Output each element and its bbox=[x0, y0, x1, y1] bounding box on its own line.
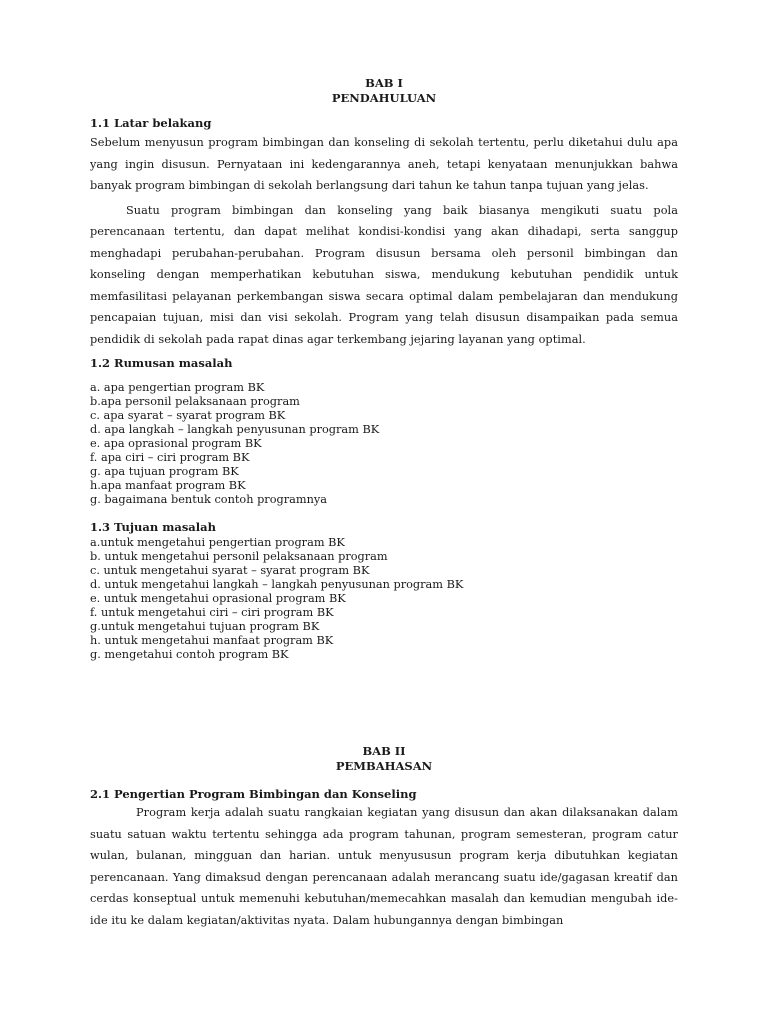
list-item: b. untuk mengetahui personil pelaksanaan program bbox=[90, 550, 388, 563]
section-heading-1-1: 1.1 Latar belakang bbox=[90, 116, 212, 130]
paragraph-text: Program kerja adalah suatu rangkaian kegiatan yang disusun dan akan dilaksanakan dalam suatu satuan waktu tertentu sehingga ada program tahunan, program semesteran, program catur wulan, bulanan, mingguan dan harian. untuk menyususun program kerja dibutuhkan kegiatan perencanaan. Yang dimaksud dengan perencanaan adalah merancang suatu ide/gagasan kreatif dan cerdas konseptual untuk memenuhi kebutuhan/memecahkan masalah dan kemudian mengubah ide-ide itu ke dalam kegiatan/aktivitas nyata. Dalam hubungannya dengan bimbingan bbox=[90, 806, 678, 927]
section-heading-1-2: 1.2 Rumusan masalah bbox=[90, 356, 233, 370]
chapter-number: BAB II bbox=[362, 744, 406, 758]
list-item: f. apa ciri – ciri program BK bbox=[90, 451, 250, 464]
rumusan-masalah-list bbox=[90, 381, 678, 507]
document-page bbox=[90, 76, 678, 931]
list-item: g. apa tujuan program BK bbox=[90, 465, 239, 478]
section-heading-1-3: 1.3 Tujuan masalah bbox=[90, 520, 216, 534]
list-item: g.untuk mengetahui tujuan program BK bbox=[90, 620, 320, 633]
list-item: b.apa personil pelaksanaan program bbox=[90, 395, 300, 408]
paragraph-pengertian-program bbox=[90, 802, 678, 931]
chapter-heading-bab-1 bbox=[90, 76, 678, 106]
list-item: d. untuk mengetahui langkah – langkah penyusunan program BK bbox=[90, 578, 464, 591]
list-item: c. untuk mengetahui syarat – syarat program BK bbox=[90, 564, 370, 577]
chapter-title: PEMBAHASAN bbox=[335, 759, 433, 773]
list-item: f. untuk mengetahui ciri – ciri program BK bbox=[90, 606, 334, 619]
list-item: e. untuk mengetahui oprasional program BK bbox=[90, 592, 346, 605]
tujuan-masalah-list bbox=[90, 536, 678, 662]
list-item: g. bagaimana bentuk contoh programnya bbox=[90, 493, 327, 506]
chapter-number: BAB I bbox=[365, 76, 403, 90]
paragraph-latar-belakang-2: Suatu program bimbingan dan konseling yang baik biasanya mengikuti suatu pola perencanaan tertentu, dan dapat melihat kondisi-kondisi yang akan dihadapi, serta sanggup menghadapi perubahan-perubahan. Program disusun bersama oleh personil bimbingan dan konseling dengan memperhatikan kebutuhan siswa, mendukung kebutuhan pendidik untuk memfasilitasi pelayanan perkembangan siswa secara optimal dalam pembelajaran dan mendukung pencapaian tujuan, misi dan visi sekolah. Program yang telah disusun disampaikan pada semua pendidik di sekolah pada rapat dinas agar terkembang jejaring layanan yang optimal. bbox=[90, 203, 678, 346]
list-item: c. apa syarat – syarat program BK bbox=[90, 409, 286, 422]
list-item: a. apa pengertian program BK bbox=[90, 381, 265, 394]
section-heading-2-1: 2.1 Pengertian Program Bimbingan dan Konseling bbox=[90, 787, 417, 801]
list-item: h.apa manfaat program BK bbox=[90, 479, 246, 492]
list-item: d. apa langkah – langkah penyusunan program BK bbox=[90, 423, 380, 436]
chapter-title: PENDAHULUAN bbox=[331, 91, 437, 105]
paragraph-latar-belakang-1: Sebelum menyusun program bimbingan dan konseling di sekolah tertentu, perlu diketahui dulu apa yang ingin disusun. Pernyataan ini kedengarannya aneh, tetapi kenyataan menunjukkan bahwa banyak program bimbingan di sekolah berlangsung dari tahun ke tahun tanpa tujuan yang jelas. bbox=[90, 136, 678, 192]
list-item: h. untuk mengetahui manfaat program BK bbox=[90, 634, 334, 647]
list-item: g. mengetahui contoh program BK bbox=[90, 648, 289, 661]
list-item: e. apa oprasional program BK bbox=[90, 437, 262, 450]
list-item: a.untuk mengetahui pengertian program BK bbox=[90, 536, 345, 549]
chapter-heading-bab-2 bbox=[90, 744, 678, 774]
